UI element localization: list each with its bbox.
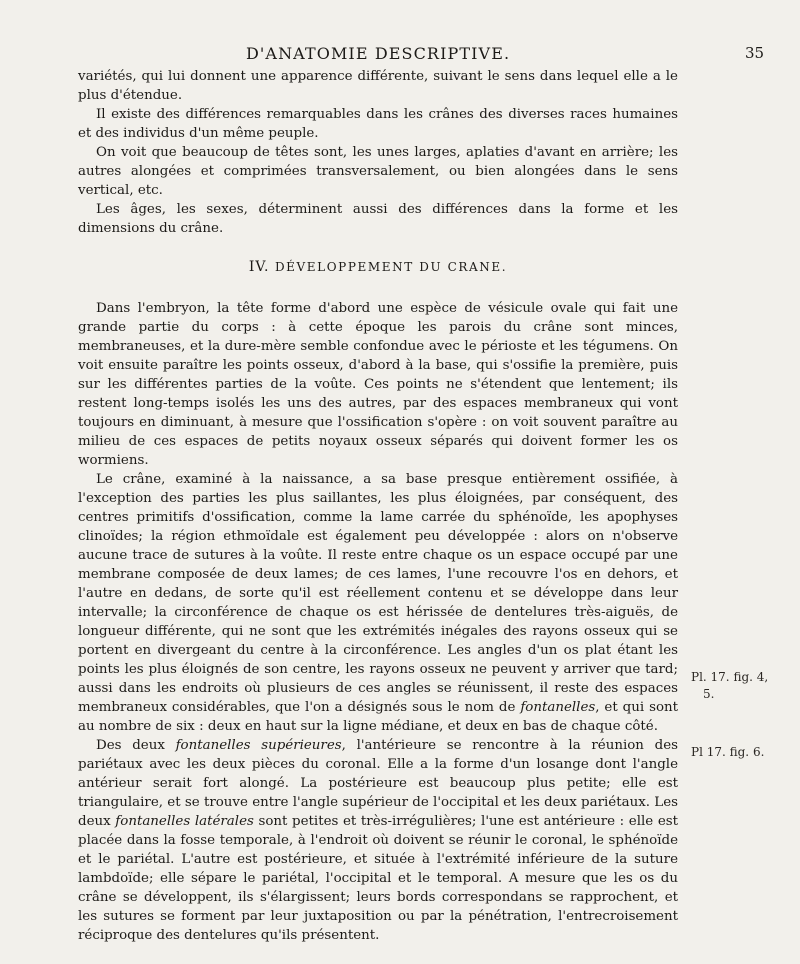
term-fontanelles-superieures: fontanelles supérieures [175,738,342,753]
paragraph-6 [78,470,678,736]
paragraph-4: Les âges, les sexes, déterminent aussi des différences dans la forme et les dimensions du crâne. [78,202,678,236]
page-number: 35 [745,44,765,62]
term-fontanelles: fontanelles [520,700,596,715]
paragraph-6-end: , et qui sont au nombre de six : deux en haut sur la ligne médiane, et deux en bas de chaque côté. [78,700,679,734]
paragraph-6-text: Le crâne, examiné à la naissance, a sa base presque entièrement ossifiée, à l'exception des parties les plus saillantes, les plus éloignées, par conséquent, des centres primitifs d'ossification, comme la lame carrée du sphénoïde, les apophyses clinoïdes; la région ethmoïdale est également peu développée : alors on n'observe aucune trace de sutures à la voûte. Il reste entre chaque os un espace occupé par une membrane composée de deux lames; de ces lames, l'une recouvre l'os en dehors, et l'autre en dedans, de sorte qu'il est réellement contenu et se développe dans leur intervalle; la circonférence de chaque os est hérissée de dentelures très-aiguës, de longueur différente, qui ne sont que les extrémités inégales des rayons osseux qui se portent en divergeant du centre à la circonférence. Les angles d'un os plat étant les points les plus éloignés de son centre, les rayons osseux ne peuvent y arriver que tard; aussi dans les endroits où plusieurs de ces angles se réunissent, il reste des espaces membraneux considérables, que l'on a désignés sous le nom de [78,472,678,715]
paragraph-1: variétés, qui lui donnent une apparence différente, suivant le sens dans lequel elle a le plus d'étendue. [78,69,678,103]
paragraph-7 [78,736,678,945]
paragraph-7-start: Des deux [96,738,176,753]
paragraph-5: Dans l'embryon, la tête forme d'abord une espèce de vésicule ovale qui fait une grande partie du corps : à cette époque les parois du crâne sont minces, membraneuses, et la dure-mère semble confondue avec le périoste et les tégumens. On voit ensuite paraître les points osseux, d'abord à la base, qui s'ossifie la première, puis sur les différentes parties de la voûte. Ces points ne s'étendent que lentement; ils restent long-temps isolés les uns des autres, par des espaces membraneux qui vont toujours en diminuant, à mesure que l'ossification s'opère : on voit souvent paraître au milieu de ces espaces de petits noyaux osseux séparés qui doivent former les os wormiens. [78,301,678,468]
text-column [78,67,678,945]
paragraph-7-end: sont petites et très-irrégulières; l'une est antérieure : elle est placée dans la fosse temporale, à l'endroit où doivent se réunir le coronal, le sphénoïde et le pariétal. L'autre est postérieure, et située à l'extrémité inférieure de la suture lambdoïde; elle sépare le pariétal, l'occipital et le temporal. A mesure que les os du crâne se développent, ils s'élargissent; leurs bords correspondans se rapprochent, et les sutures se forment par leur juxtaposition ou par la pénétration, l'entrecroisement réciproque des dentelures qu'ils présentent. [78,814,678,943]
section-heading [78,258,678,277]
paragraph-3: On voit que beaucoup de têtes sont, les unes larges, aplaties d'avant en arrière; les autres alongées et comprimées transversalement, ou bien alongées dans le sens vertical, etc. [78,145,678,198]
paragraph-2: Il existe des différences remarquables dans les crânes des diverses races humaines et des individus d'un même peuple. [78,107,678,141]
term-fontanelles-laterales: fontanelles latérales [115,814,254,829]
running-title: D'ANATOMIE DESCRIPTIVE. [246,44,511,63]
margin-note-plate-17-fig-4: Pl. 17. fig. 4, [691,670,769,684]
margin-note-plate-17-fig-6: Pl 17. fig. 6. [691,745,765,759]
section-title: DÉVELOPPEMENT DU CRANE. [274,260,508,274]
paragraph-7-middle: , l'antérieure se rencontre à la réunion des pariétaux avec les deux pièces du coronal. Elle a la forme d'un losange dont l'angle antérieur serait fort alongé. La postérieure est beaucoup plus petite; elle est triangulaire, et se trouve entre l'angle supérieur de l'occipital et les deux pariétaux. Les deux [78,738,678,829]
margin-note-plate-17-fig-5: 5. [703,687,715,701]
section-number: IV. [248,259,270,275]
running-head [0,44,800,68]
